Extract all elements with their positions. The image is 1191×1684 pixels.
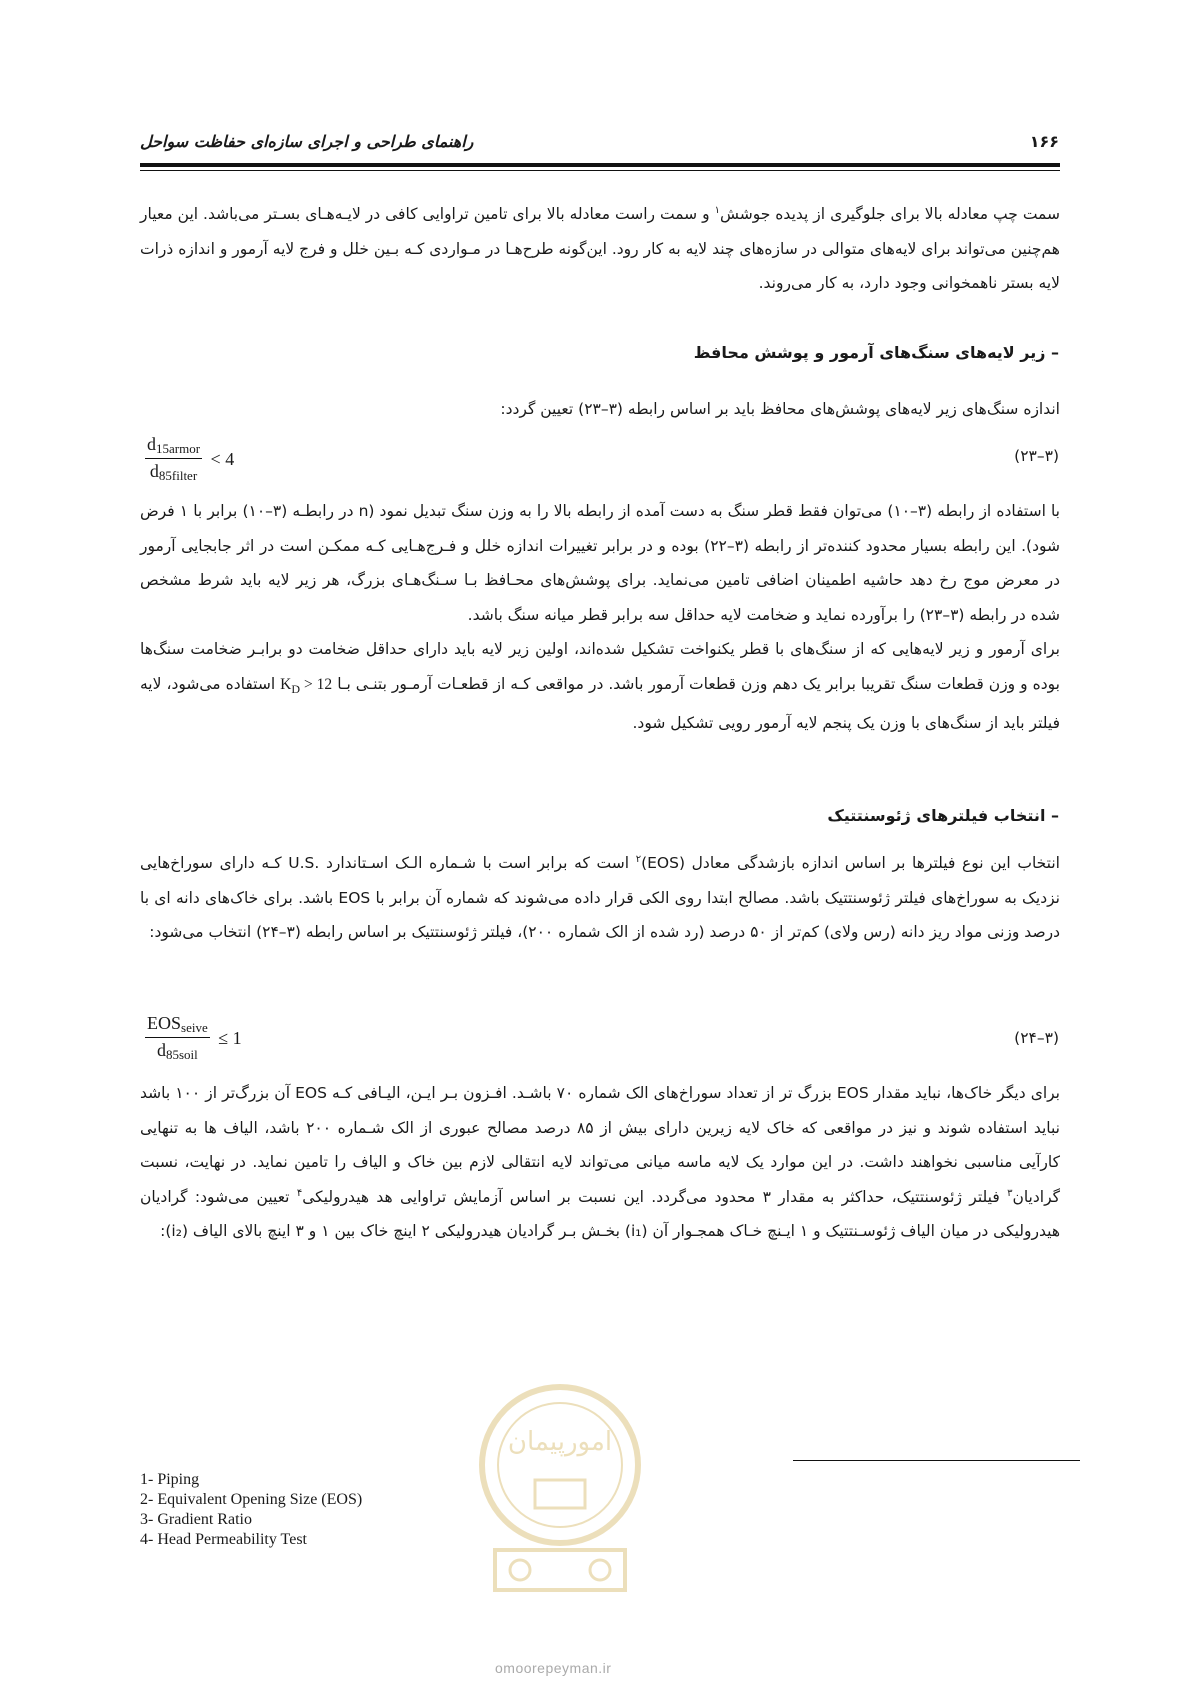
paragraph-6-mid: فیلتر ژئوسنتتیک، حداکثر به مقدار ۳ محدود می‌گردد. این نسبت بر اساس آزمایش تراوایی هد هیدرولیکی [302, 1187, 1008, 1206]
section-heading-geosynthetic-filters: – انتخاب فیلترهای ژئوسنتتیک [827, 806, 1059, 825]
footnote-ref-1: ۱ [714, 204, 720, 216]
paragraph-6-rest: تعیین می‌شود: گرادیان هیدرولیکی در میان الیاف ژئوسـنتتیک و ۱ ایـنچ خـاک همجـوار آن (i₁) بخـش بـر گرادیان هیدرولیکی ۲ اینچ خاک بین ۱ و ۳ اینچ بالای الیاف (i₂): [140, 1187, 1060, 1240]
paragraph-6 [140, 1076, 1060, 1249]
paragraph-5-rest: است که برابر است با شـماره الـک اسـتاندارد .U.S کـه دارای سوراخ‌هایی نزدیک به سوراخ‌های فیلتر ژئوسنتتیک باشد. مصالح ابتدا روی الکی قرار داده می‌شوند که شماره آن برابر با EOS باشد. برای خاک‌های دانه ای با درصد وزنی مواد ریز دانه (رس ولای) کم‌تر از ۵۰ درصد (رد شده از الک شماره ۲۰۰)، فیلتر ژئوسنتتیک بر اساس رابطه (۳–۲۴) انتخاب می‌شود: [140, 854, 1060, 941]
footnote-ref-3: ۳ [1007, 1187, 1013, 1199]
section-heading-armor-underlayers: – زیر لایه‌های سنگ‌های آرمور و پوشش محافظ [693, 343, 1059, 362]
paragraph-1 [140, 197, 1060, 301]
equation-3-24 [145, 1013, 242, 1063]
equation-3-24-label: (۳–۲۴) [1014, 1029, 1059, 1047]
paragraph-4 [140, 632, 1060, 741]
footnote-ref-4: ۴ [296, 1187, 303, 1199]
equation-3-23-numerator: $d_{15armor}$ [145, 434, 202, 459]
watermark-site: omoorepeyman.ir [495, 1660, 612, 1676]
footnote-separator [793, 1460, 1080, 1461]
equation-3-24-relation: ≤ 1 [218, 1027, 242, 1048]
paragraph-4-text: برای آرمور و زیر لایه‌هایی که از سنگ‌های با قطر یکنواخت تشکیل شده‌اند، اولین زیر لایه باید دارای حداقل ضخامت دو برابـر ضخامت سنگ‌ها بوده و وزن قطعات سنگ تقریبا برابر یک دهم وزن قطعات آرمور باشد. در مواقعی کـه از قطعـات آرمـور بتنـی بـا [140, 640, 1060, 693]
page-number: ۱۶۶ [1029, 132, 1059, 151]
paragraph-1-rest: و سمت راست معادله بالا برای تامین تراوایی کافی در لایـه‌هـای بسـتر می‌باشد. این معیار هم‌چنین می‌تواند برای لایه‌های متوالی در سازه‌های چند لایه به کار رود. این‌گونه طرح‌هـا در مـواردی کـه بـین خلل و فرج لایه آرمور و اندازه ذرات لایه بستر ناهمخوانی وجود دارد، به کار می‌روند. [140, 205, 1060, 292]
watermark-logo-text: امورپیمان [507, 1427, 613, 1457]
footnote-ref-2: ۲ [635, 853, 642, 865]
kd-expression: $K_D > 12$ [280, 675, 333, 696]
equation-3-23-denominator: $d_{85filter}$ [149, 461, 198, 483]
watermark-logo [475, 1380, 645, 1610]
paragraph-2: اندازه سنگ‌های زیر لایه‌های پوشش‌های محافظ باید بر اساس رابطه (۳–۲۳) تعیین گردد: [500, 400, 1060, 418]
header-rule-thick [140, 163, 1060, 167]
header-rule-thin [140, 170, 1060, 171]
footnote-1: 1- Piping [140, 1471, 200, 1488]
footnote-3: 3- Gradient Ratio [140, 1511, 252, 1528]
paragraph-4-rest: استفاده می‌شود، لایه فیلتر باید از سنگ‌های با وزن یک پنجم لایه آرمور رویی تشکیل شود. [140, 674, 1060, 733]
paragraph-5 [140, 846, 1060, 950]
footnotes [140, 1470, 362, 1550]
equation-3-23-fraction [145, 434, 202, 484]
equation-3-23 [145, 434, 234, 484]
running-header-title: راهنمای طراحی و اجرای سازه‌ای حفاظت سواحل [140, 132, 474, 151]
footnote-2: 2- Equivalent Opening Size (EOS) [140, 1491, 363, 1508]
paragraph-5-text: انتخاب این نوع فیلترها بر اساس اندازه بازشدگی معادل (EOS) [641, 854, 1060, 872]
equation-3-24-fraction [145, 1013, 210, 1063]
footnote-4: 4- Head Permeability Test [140, 1531, 307, 1548]
equation-3-23-label: (۳–۲۳) [1014, 447, 1059, 465]
equation-3-23-relation: < 4 [210, 448, 235, 469]
paragraph-6-text: برای دیگر خاک‌ها، نباید مقدار EOS بزرگ تر از تعداد سوراخ‌های الک شماره ۷۰ باشـد. افـزون بـر ایـن، الیـافی کـه EOS آن بزرگ‌تر از ۱۰۰ باشد نباید استفاده شوند و نیز در مواقعی که خاک لایه زیرین دارای بیش از ۸۵ درصد مصالح عبوری از الک شـماره ۲۰۰ باشد، الیاف ها به تنهایی کارآیی مناسبی نخواهند داشت. در این موارد یک لایه ماسه میانی می‌تواند لایه انتقالی لازم بین خاک و الیاف را تامین نماید. در نهایت، نسبت گرادیان [140, 1084, 1061, 1206]
paragraph-3: با استفاده از رابطه (۳–۱۰) می‌توان فقط قطر سنگ به دست آمده از رابطه بالا را به وزن سنگ تبدیل نمود (n در رابطـه (۳–۱۰) برابر با ۱ فرض شود). این رابطه بسیار محدود کننده‌تر از رابطه (۳–۲۲) بوده و در برابر تغییرات اندازه خلل و فـرج‌هـایی کـه ممکـن است در اثر جابجایی آرمور در معرض موج رخ دهد حاشیه اطمینان اضافی تامین می‌نماید. برای پوشش‌های محـافظ بـا سـنگ‌هـای بزرگ، هر زیر لایه باید شرط مشخص شده در رابطه (۳–۲۳) را برآورده نماید و ضخامت لایه حداقل سه برابر قطر میانه سنگ باشد. [140, 502, 1060, 624]
equation-3-24-denominator: $d_{85soil}$ [156, 1040, 198, 1062]
paragraph-1-text: سمت چپ معادله بالا برای جلوگیری از پدیده جوشش [720, 205, 1061, 223]
equation-3-24-numerator: $EOS_{seive}$ [145, 1013, 210, 1038]
